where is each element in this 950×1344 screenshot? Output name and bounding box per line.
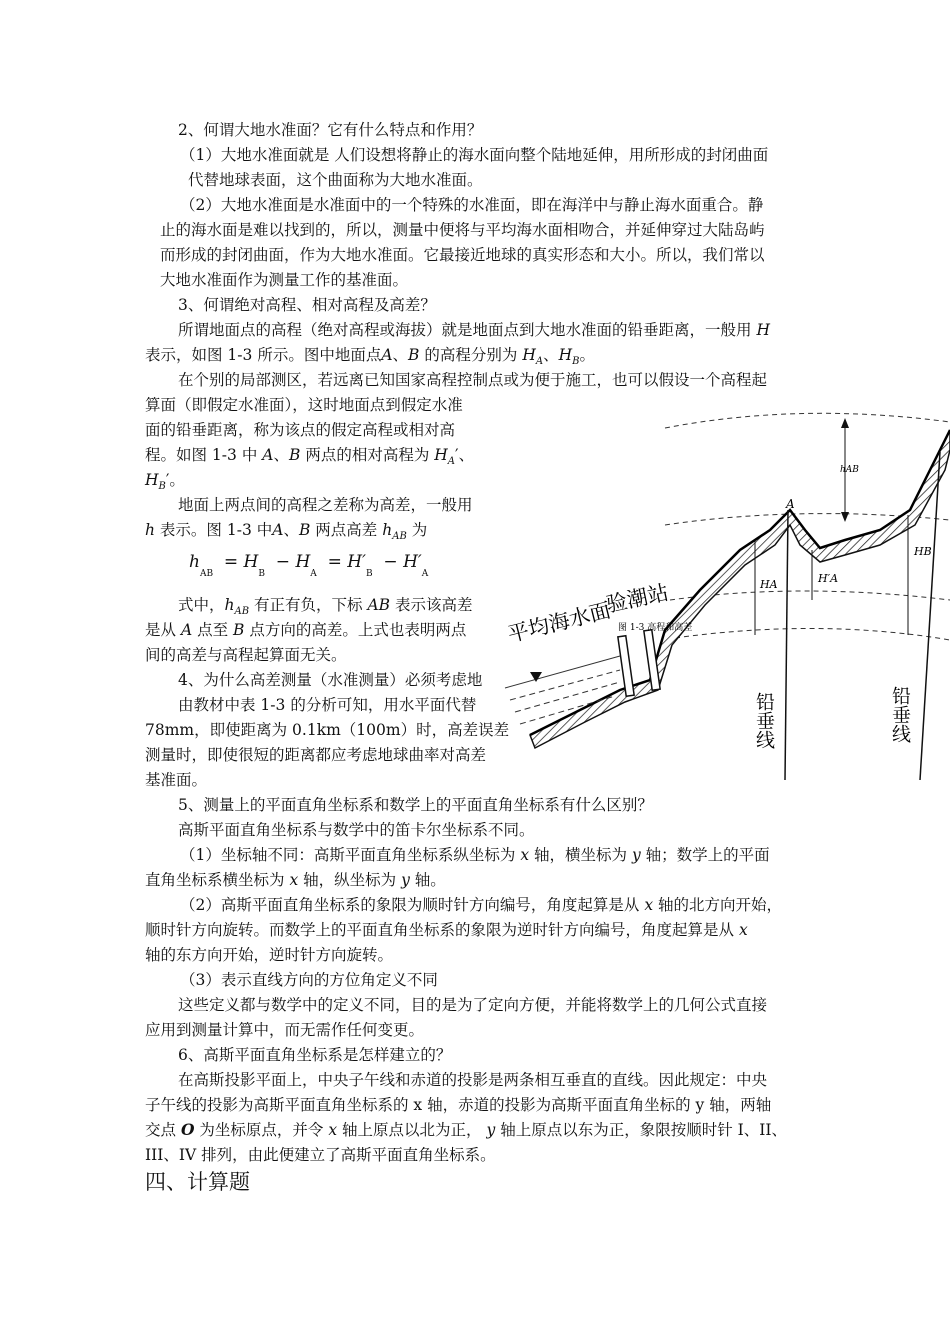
- q3-p3-text-c: 为: [411, 521, 428, 539]
- q6-line3: [145, 1120, 787, 1140]
- symbol-x: x: [644, 896, 654, 914]
- section-heading: 四、计算题: [145, 1170, 250, 1194]
- sep: 、: [543, 346, 559, 364]
- q6-line1: 在高斯投影平面上，中央子午线和赤道的投影是两条相互垂直的直线。因此规定：中央: [178, 1071, 768, 1089]
- q3-p4-line2: [145, 620, 466, 640]
- elevation-figure: [500, 390, 950, 790]
- q3-p1-line2: [145, 345, 595, 372]
- q3-p4-text-a: 式中，: [178, 596, 225, 614]
- q5-a1-text-a: （1）坐标轴不同：高斯平面直角坐标系纵坐标为: [180, 846, 516, 864]
- figure-caption: 图 1-3 高程和高差: [618, 623, 693, 633]
- symbol-A: A: [262, 446, 274, 464]
- sep: 、: [458, 446, 475, 464]
- q3-p4-text-e: 点至: [197, 621, 229, 639]
- sub-B: B: [158, 481, 166, 492]
- q6-text-c: 轴上原点以北为正，: [342, 1121, 482, 1139]
- symbol-B: B: [233, 621, 245, 639]
- q4-title: 4、为什么高差测量（水准测量）必须考虑地: [178, 671, 483, 689]
- q3-p2-line1: 在个别的局部测区，若远离已知国家高程控制点或为便于施工，也可以假设一个高程起: [178, 371, 768, 389]
- q5-a1-text-f: 轴。: [414, 871, 446, 889]
- sub-B: B: [572, 356, 580, 367]
- sep: 、: [283, 521, 299, 539]
- symbol-A: A: [381, 346, 393, 364]
- symbol-h: h: [145, 521, 155, 539]
- symbol-x: x: [520, 846, 530, 864]
- symbol-hAB: h: [382, 521, 393, 539]
- q3-p1-text-b: 的高程分别为: [424, 346, 518, 364]
- q5-a2-text-c: 顺时针方向旋转。而数学上的平面直角坐标系的象限为逆时针方向编号，角度起算是从: [145, 921, 735, 939]
- period: 。: [579, 346, 596, 364]
- q5-a2-text-b: 轴的北方向开始，: [658, 896, 783, 914]
- symbol-B: B: [288, 446, 301, 464]
- q3-p4-text-b: 有正有负，下标: [254, 596, 363, 614]
- symbol-x: x: [328, 1121, 338, 1139]
- arrow-down-icon: [841, 512, 849, 522]
- hab-label: hAB: [840, 465, 859, 475]
- q3-p2-text-b: 两点的相对高程为: [305, 446, 430, 464]
- q3-p3-line1: 地面上两点间的高程之差称为高差，一般用: [178, 496, 473, 514]
- geoid-surface: [675, 628, 950, 640]
- prime: ′: [165, 471, 170, 489]
- symbol-HB-prime: H: [145, 471, 159, 489]
- q2-title: 2、何谓大地水准面？它有什么特点和作用？: [178, 121, 483, 139]
- q5-a2-line2: [145, 920, 748, 940]
- height-difference-equation: $h_{AB} = H_B - H_A = H'_B - H'_A$: [189, 552, 429, 579]
- symbol-y: y: [401, 871, 410, 889]
- q5-conclusion-line2: 应用到测量计算中，而无需作任何变更。: [145, 1021, 425, 1039]
- q4-line2: 78mm，即使距离为 0.1km（100m）时，高差误差: [145, 721, 510, 739]
- sea-line: [510, 670, 620, 700]
- symbol-y: y: [631, 846, 641, 864]
- q5-intro: 高斯平面直角坐标系与数学中的笛卡尔坐标系不同。: [178, 821, 535, 839]
- q6-title: 6、高斯平面直角坐标系是怎样建立的？: [178, 1046, 452, 1064]
- sea-level-label: 平均海水面: [505, 598, 614, 647]
- eq-H: H: [295, 552, 311, 572]
- q3-p4-text-d: 是从: [145, 621, 177, 639]
- q2-a2-line1: （2）大地水准面是水准面中的一个特殊的水准面，即在海洋中与静止海水面重合。静: [180, 196, 764, 214]
- q6-text-a: 交点: [145, 1121, 177, 1139]
- sub-A: A: [447, 456, 456, 467]
- eq-prime: ′: [417, 552, 422, 572]
- q3-p2-line5: [145, 470, 185, 497]
- q3-p4-line3: 间的高差与高程起算面无关。: [145, 646, 347, 664]
- symbol-A: A: [180, 621, 193, 639]
- sub-AB: AB: [234, 606, 250, 617]
- q6-text-d: 轴上原点以东为正，象限按顺时针 I、II、: [500, 1121, 787, 1139]
- symbol-H: H: [756, 321, 770, 339]
- eq-H: H: [403, 552, 418, 572]
- q3-p1-line1: [178, 320, 770, 340]
- q5-a1-text-e: 轴，纵坐标为: [303, 871, 397, 889]
- q5-a1-line1: [180, 845, 770, 865]
- sep: 、: [273, 446, 289, 464]
- eq-sub-A: A: [310, 569, 317, 579]
- symbol-O: O: [180, 1120, 195, 1139]
- q5-a2-line3: 轴的东方向开始，逆时针方向旋转。: [145, 946, 394, 964]
- sep: 、: [392, 346, 409, 364]
- q4-line1: 由教材中表 1-3 的分析可知，用水平面代替: [178, 696, 477, 714]
- sub-AB: AB: [392, 531, 407, 542]
- ha-prime-label: H′A: [818, 572, 839, 585]
- q3-p3-text-a: 表示。图 1-3 中: [159, 521, 273, 539]
- sea-line: [505, 656, 620, 688]
- q5-a1-text-c: 轴；数学上的平面: [645, 846, 770, 864]
- q5-a1-text-b: 轴，横坐标为: [534, 846, 628, 864]
- tide-station-label: 验潮站: [604, 580, 671, 617]
- q5-a1-text-d: 直角坐标系横坐标为: [145, 871, 285, 889]
- symbol-y: y: [486, 1121, 496, 1139]
- eq-sub-AB: AB: [199, 569, 214, 579]
- q3-p2-line2: 算面（即假定水准面），这时地面点到假定水准: [145, 396, 463, 414]
- plumb-label: 铅垂线: [753, 692, 775, 749]
- symbol-A: A: [272, 521, 284, 539]
- symbol-hAB: h: [224, 596, 235, 614]
- q3-p1-text: 所谓地面点的高程（绝对高程或海拔）就是地面点到大地水准面的铅垂距离，一般用: [178, 321, 752, 339]
- symbol-x: x: [289, 871, 299, 889]
- q3-p2-line3: 面的铅垂距离，称为该点的假定高程或相对高: [145, 421, 456, 439]
- q3-p4-text-f: 点方向的高差。上式也表明两点: [249, 621, 467, 639]
- q5-conclusion-line1: 这些定义都与数学中的定义不同，目的是为了定向方便，并能将数学上的几何公式直接: [178, 996, 768, 1014]
- q2-a2-line4: 大地水准面作为测量工作的基准面。: [160, 271, 409, 289]
- point-a-label: A: [786, 497, 795, 511]
- eq-H: H: [347, 552, 363, 572]
- symbol-B: B: [408, 346, 420, 364]
- q5-a2-line1: [180, 895, 782, 915]
- ha-label: HA: [760, 578, 778, 591]
- sub-A: A: [535, 356, 544, 367]
- eq-prime: ′: [362, 552, 366, 572]
- q2-a1-line2: 代替地球表面，这个曲面称为大地水准面。: [188, 171, 483, 189]
- symbol-AB: AB: [367, 596, 391, 614]
- hb-label: HB: [914, 545, 932, 558]
- arrow-up-icon: [841, 418, 849, 428]
- symbol-x: x: [738, 921, 748, 939]
- q5-a3: （3）表示直线方向的方位角定义不同: [180, 971, 438, 989]
- symbol-HA-prime: H: [434, 446, 448, 464]
- q4-line4: 基准面。: [145, 771, 208, 789]
- plumb-label: 铅垂线: [889, 686, 911, 743]
- period: 。: [169, 471, 185, 489]
- q4-line3: 测量时，即使很短的距离都应考虑地球曲率对高差: [145, 746, 487, 764]
- q5-a2-text-a: （2）高斯平面直角坐标系的象限为顺时针方向编号，角度起算是从: [180, 896, 640, 914]
- assumed-level-surface: [665, 413, 950, 428]
- q3-p2-text-a: 程。如图 1-3 中: [145, 446, 258, 464]
- q3-p2-line4: [145, 445, 474, 472]
- plumb-line: [785, 510, 788, 780]
- symbol-HB: H: [558, 346, 573, 364]
- symbol-HA: H: [522, 346, 536, 364]
- eq-h: h: [189, 552, 200, 572]
- prime: ′: [455, 446, 459, 464]
- eq-sub-A: A: [421, 569, 429, 579]
- terrain-profile: [530, 430, 950, 748]
- q2-a2-line2: 止的海水面是难以找到的，所以，测量中便将与平均海水面相吻合，并延伸穿过大陆岛屿: [160, 221, 765, 239]
- q6-line2: 子午线的投影为高斯平面直角坐标系的 x 轴，赤道的投影为高斯平面直角坐标的 y 轴，两轴: [145, 1096, 772, 1114]
- q2-a2-line3: 而形成的封闭曲面，作为大地水准面。它最接近地球的真实形态和大小。所以，我们常以: [160, 246, 765, 264]
- q6-line4: III、IV 排列，由此便建立了高斯平面直角坐标系。: [145, 1146, 496, 1164]
- q5-title: 5、测量上的平面直角坐标系和数学上的平面直角坐标系有什么区别？: [178, 796, 653, 814]
- q2-a1-line1: （1）大地水准面就是 人们设想将静止的海水面向整个陆地延伸，用所形成的封闭曲面: [180, 146, 769, 164]
- q3-p1-text-a: 表示，如图 1-3 所示。图中地面点: [145, 346, 382, 364]
- q3-title: 3、何谓绝对高程、相对高程及高差？: [178, 296, 436, 314]
- tide-well: [618, 636, 634, 697]
- q3-p4-line1: [178, 595, 473, 622]
- q6-text-b: 为坐标原点，并令: [199, 1121, 324, 1139]
- eq-sub-B: B: [365, 569, 373, 579]
- q3-p3-line2: [145, 520, 427, 547]
- q3-p4-text-c: 表示该高差: [395, 596, 473, 614]
- eq-sub-B: B: [258, 569, 265, 579]
- symbol-B: B: [298, 521, 311, 539]
- q5-a1-line2: [145, 870, 446, 890]
- q3-p3-text-b: 两点高差: [315, 521, 378, 539]
- eq-H: H: [243, 552, 259, 572]
